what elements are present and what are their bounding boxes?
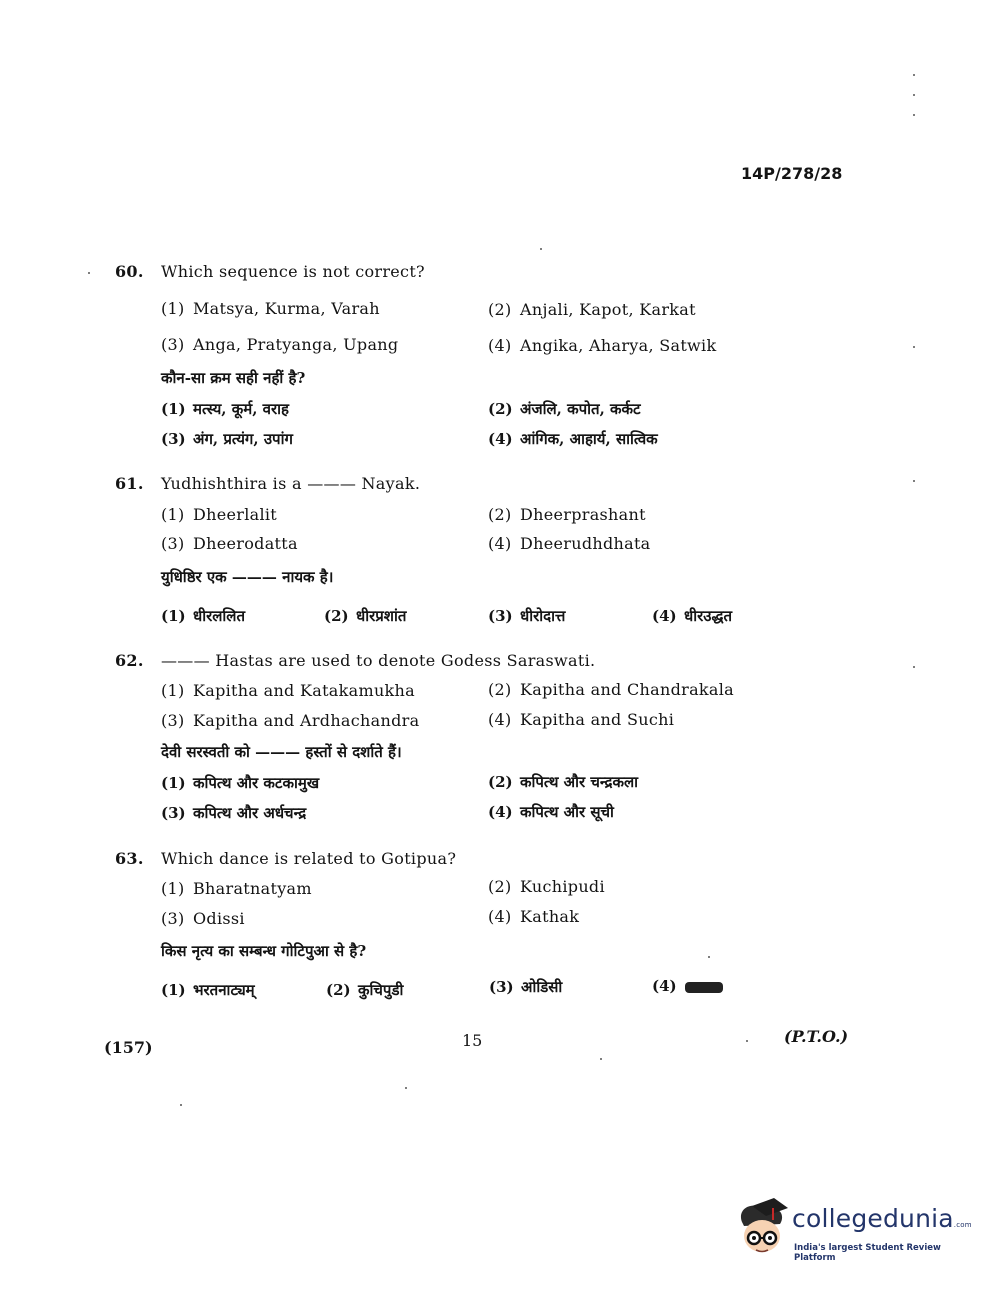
- option-en-4: (4) Angika, Aharya, Satwik: [488, 336, 717, 355]
- paper-code: 14P/278/28: [741, 164, 843, 183]
- option-hi-3: (3) धीरोदात्त: [488, 607, 566, 625]
- option-en-3: (3) Odissi: [161, 909, 245, 928]
- option-en-2: (2) Anjali, Kapot, Karkat: [488, 300, 696, 319]
- option-hi-2: (2) धीरप्रशांत: [324, 607, 407, 625]
- question-number: 60.: [115, 262, 144, 281]
- question-text-hi: किस नृत्य का सम्बन्ध गोटिपुआ से है?: [161, 942, 367, 960]
- logo-tagline: India's largest Student Review Platform: [794, 1243, 941, 1263]
- logo-wordmark: collegedunia.com: [792, 1204, 972, 1233]
- option-en-1: (1) Bharatnatyam: [161, 879, 312, 898]
- question-number: 61.: [115, 474, 144, 493]
- option-hi-2: (2) अंजलि, कपोत, कर्कट: [488, 400, 641, 418]
- mascot-icon: [732, 1196, 792, 1258]
- question-number: 62.: [115, 651, 144, 670]
- option-en-2: (2) Dheerprashant: [488, 505, 646, 524]
- option-en-1: (1) Matsya, Kurma, Varah: [161, 299, 380, 318]
- option-en-2: (2) Kapitha and Chandrakala: [488, 680, 734, 699]
- collegedunia-logo: [732, 1196, 972, 1266]
- option-en-2: (2) Kuchipudi: [488, 877, 605, 896]
- option-en-4: (4) Dheerudhdhata: [488, 534, 651, 553]
- option-hi-1: (1) धीरललित: [161, 607, 246, 625]
- option-hi-3: (3) अंग, प्रत्यंग, उपांग: [161, 430, 293, 448]
- footer-code: (157): [104, 1038, 153, 1057]
- question-text-en: Which dance is related to Gotipua?: [161, 849, 457, 868]
- option-hi-4: (4): [652, 977, 723, 995]
- option-hi-1: (1) कपित्थ और कटकामुख: [161, 774, 320, 792]
- option-hi-3: (3) ओडिसी: [489, 978, 563, 996]
- option-hi-4: (4) कपित्थ और सूची: [488, 803, 614, 821]
- option-hi-2: (2) कुचिपुडी: [326, 981, 404, 999]
- option-en-3: (3) Dheerodatta: [161, 534, 298, 553]
- question-text-hi: देवी सरस्वती को ——— हस्तों से दर्शाते हैं।: [161, 743, 402, 761]
- pto-label: (P.T.O.): [784, 1027, 849, 1046]
- option-hi-3: (3) कपित्थ और अर्धचन्द्र: [161, 804, 307, 822]
- option-hi-2: (2) कपित्थ और चन्द्रकला: [488, 773, 639, 791]
- option-en-1: (1) Dheerlalit: [161, 505, 278, 524]
- question-number: 63.: [115, 849, 144, 868]
- option-hi-1: (1) भरतनाट्यम्: [161, 981, 255, 999]
- option-en-3: (3) Kapitha and Ardhachandra: [161, 711, 420, 730]
- option-hi-1: (1) मत्स्य, कूर्म, वराह: [161, 400, 290, 418]
- question-text-hi: कौन-सा क्रम सही नहीं है?: [161, 369, 306, 387]
- option-en-4: (4) Kathak: [488, 907, 580, 926]
- question-text-en: ——— Hastas are used to denote Godess Saraswati.: [161, 651, 596, 670]
- page-number: 15: [462, 1031, 483, 1050]
- option-en-3: (3) Anga, Pratyanga, Upang: [161, 335, 399, 354]
- question-text-en: Yudhishthira is a ——— Nayak.: [161, 474, 421, 493]
- option-en-1: (1) Kapitha and Katakamukha: [161, 681, 415, 700]
- option-en-4: (4) Kapitha and Suchi: [488, 710, 675, 729]
- option-hi-4: (4) आंगिक, आहार्य, सात्विक: [488, 430, 658, 448]
- ink-smudge: [685, 982, 723, 993]
- question-text-hi: युधिष्ठिर एक ——— नायक है।: [161, 568, 334, 586]
- option-hi-4: (4) धीरउद्धत: [652, 607, 733, 625]
- question-text-en: Which sequence is not correct?: [161, 262, 425, 281]
